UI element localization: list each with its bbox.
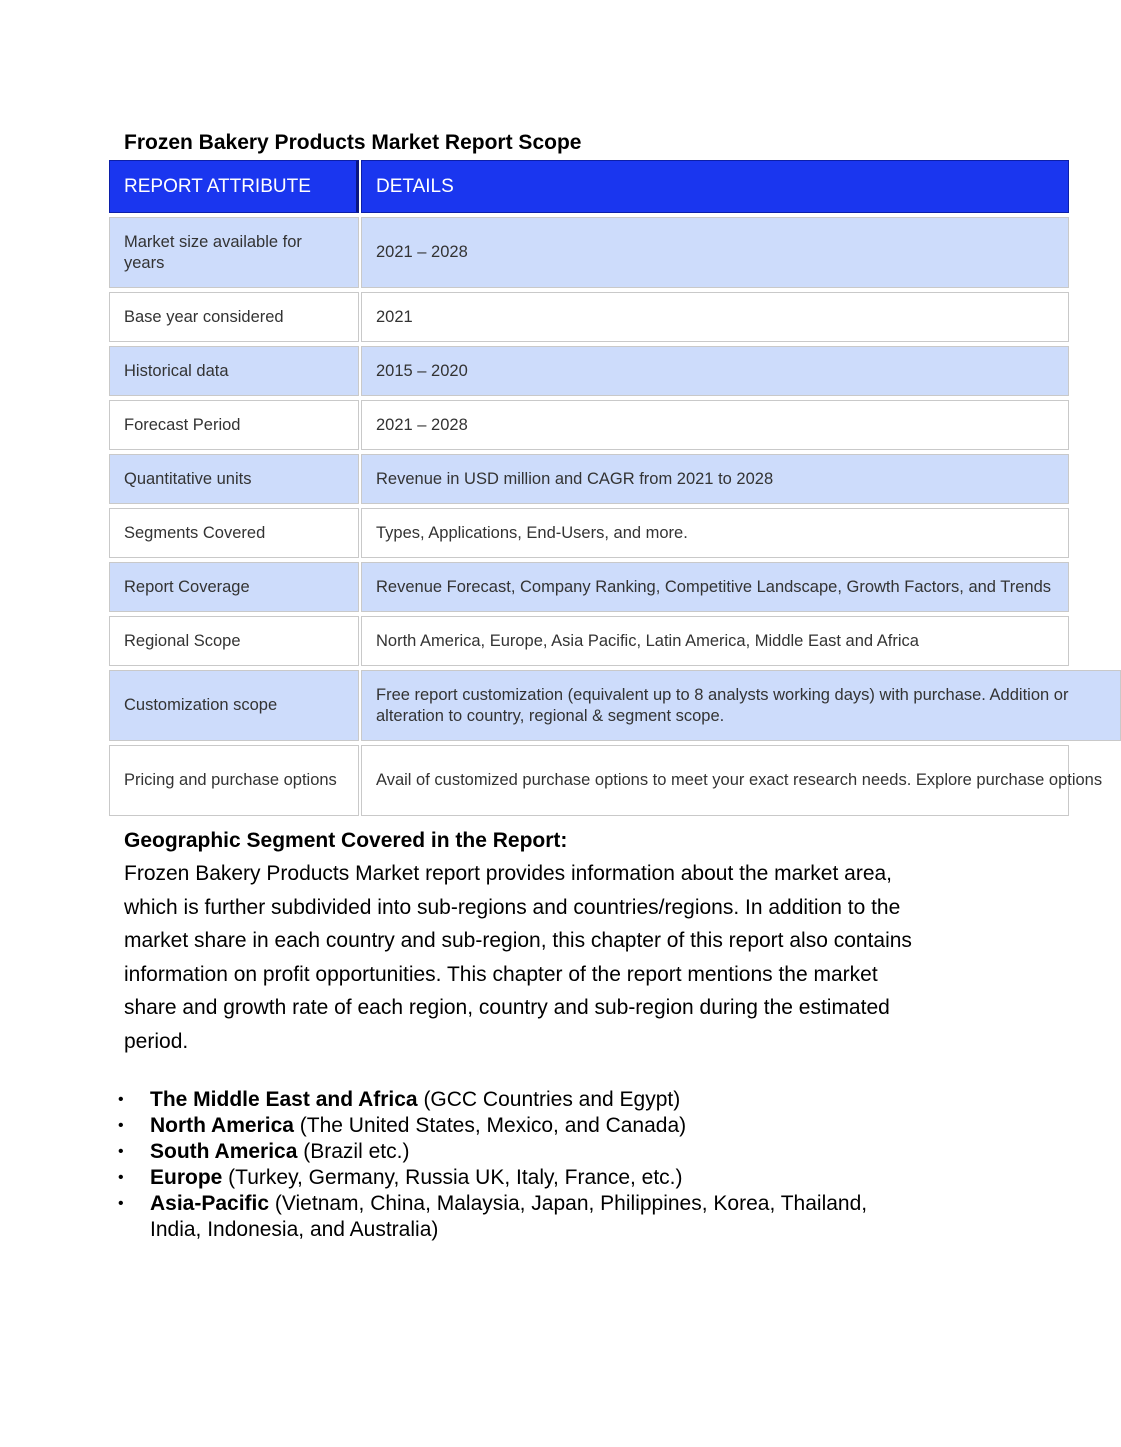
table-row xyxy=(109,745,1103,816)
row-details: North America, Europe, Asia Pacific, Latin America, Middle East and Africa xyxy=(361,616,1069,666)
row-details: Revenue Forecast, Company Ranking, Competitive Landscape, Growth Factors, and Trends xyxy=(361,562,1069,612)
row-attribute: Regional Scope xyxy=(109,616,359,666)
row-attribute: Historical data xyxy=(109,346,359,396)
row-attribute: Customization scope xyxy=(109,670,359,741)
row-details: Revenue in USD million and CAGR from 2021 to 2028 xyxy=(361,454,1069,504)
region-countries: (Turkey, Germany, Russia UK, Italy, France, etc.) xyxy=(222,1166,683,1189)
geographic-heading: Geographic Segment Covered in the Report: xyxy=(124,829,568,852)
list-item xyxy=(110,1191,870,1243)
table-row xyxy=(109,508,1069,558)
row-details: 2021 – 2028 xyxy=(361,217,1069,288)
region-name: North America xyxy=(150,1114,294,1137)
row-attribute: Base year considered xyxy=(109,292,359,342)
list-item xyxy=(110,1087,870,1113)
header-report-attribute: REPORT ATTRIBUTE xyxy=(109,160,359,213)
region-countries: (The United States, Mexico, and Canada) xyxy=(293,1114,687,1137)
list-item xyxy=(110,1139,870,1165)
region-name: South America xyxy=(150,1140,298,1163)
row-attribute: Quantitative units xyxy=(109,454,359,504)
table-row xyxy=(109,400,1069,450)
table-row xyxy=(109,217,1069,288)
list-item xyxy=(110,1113,870,1139)
row-attribute: Segments Covered xyxy=(109,508,359,558)
row-attribute: Market size available for years xyxy=(109,217,359,288)
row-details: 2021 xyxy=(361,292,1069,342)
region-countries: (GCC Countries and Egypt) xyxy=(417,1088,681,1111)
report-title: Frozen Bakery Products Market Report Scope xyxy=(124,131,582,154)
row-attribute: Pricing and purchase options xyxy=(109,745,359,816)
row-details: Types, Applications, End-Users, and more. xyxy=(361,508,1069,558)
table-row xyxy=(109,292,1069,342)
geographic-section xyxy=(124,826,914,1059)
bullet-icon: • xyxy=(118,1117,124,1134)
row-details: Avail of customized purchase options to meet your exact research needs. Explore purchase options xyxy=(361,745,1069,816)
bullet-icon: • xyxy=(118,1091,124,1108)
region-name: The Middle East and Africa xyxy=(150,1088,418,1111)
bullet-icon: • xyxy=(118,1195,124,1212)
table-row xyxy=(109,616,1069,666)
list-item xyxy=(110,1165,870,1191)
region-name: Europe xyxy=(150,1166,223,1189)
row-attribute: Report Coverage xyxy=(109,562,359,612)
table-row xyxy=(109,562,1069,612)
bullet-icon: • xyxy=(118,1143,124,1160)
row-details: 2021 – 2028 xyxy=(361,400,1069,450)
table-header-row xyxy=(109,160,1069,213)
table-row xyxy=(109,670,1069,741)
region-list xyxy=(110,1087,870,1243)
row-attribute: Forecast Period xyxy=(109,400,359,450)
region-countries: (Brazil etc.) xyxy=(297,1140,410,1163)
row-details: Free report customization (equivalent up to 8 analysts working days) with purchase. Addition or alteration to country, regional & segment scope. xyxy=(361,670,1121,741)
table-row xyxy=(109,346,1069,396)
row-details: 2015 – 2020 xyxy=(361,346,1069,396)
report-scope-table xyxy=(109,160,1103,820)
region-name: Asia-Pacific xyxy=(150,1192,270,1215)
geographic-paragraph: Frozen Bakery Products Market report provides information about the market area, which is further subdivided into sub-regions and countries/regions. In addition to the market share in each country and sub-region, this chapter of this report also contains information on profit opportunities. This chapter of the report mentions the market share and growth rate of each region, country and sub-region during the estimated period. xyxy=(124,862,912,1053)
header-details: DETAILS xyxy=(361,160,1069,213)
region-countries: (Vietnam, China, Malaysia, Japan, Philippines, Korea, Thailand, India, Indonesia, and Australia) xyxy=(150,1192,868,1241)
bullet-icon: • xyxy=(118,1169,124,1186)
table-row xyxy=(109,454,1069,504)
